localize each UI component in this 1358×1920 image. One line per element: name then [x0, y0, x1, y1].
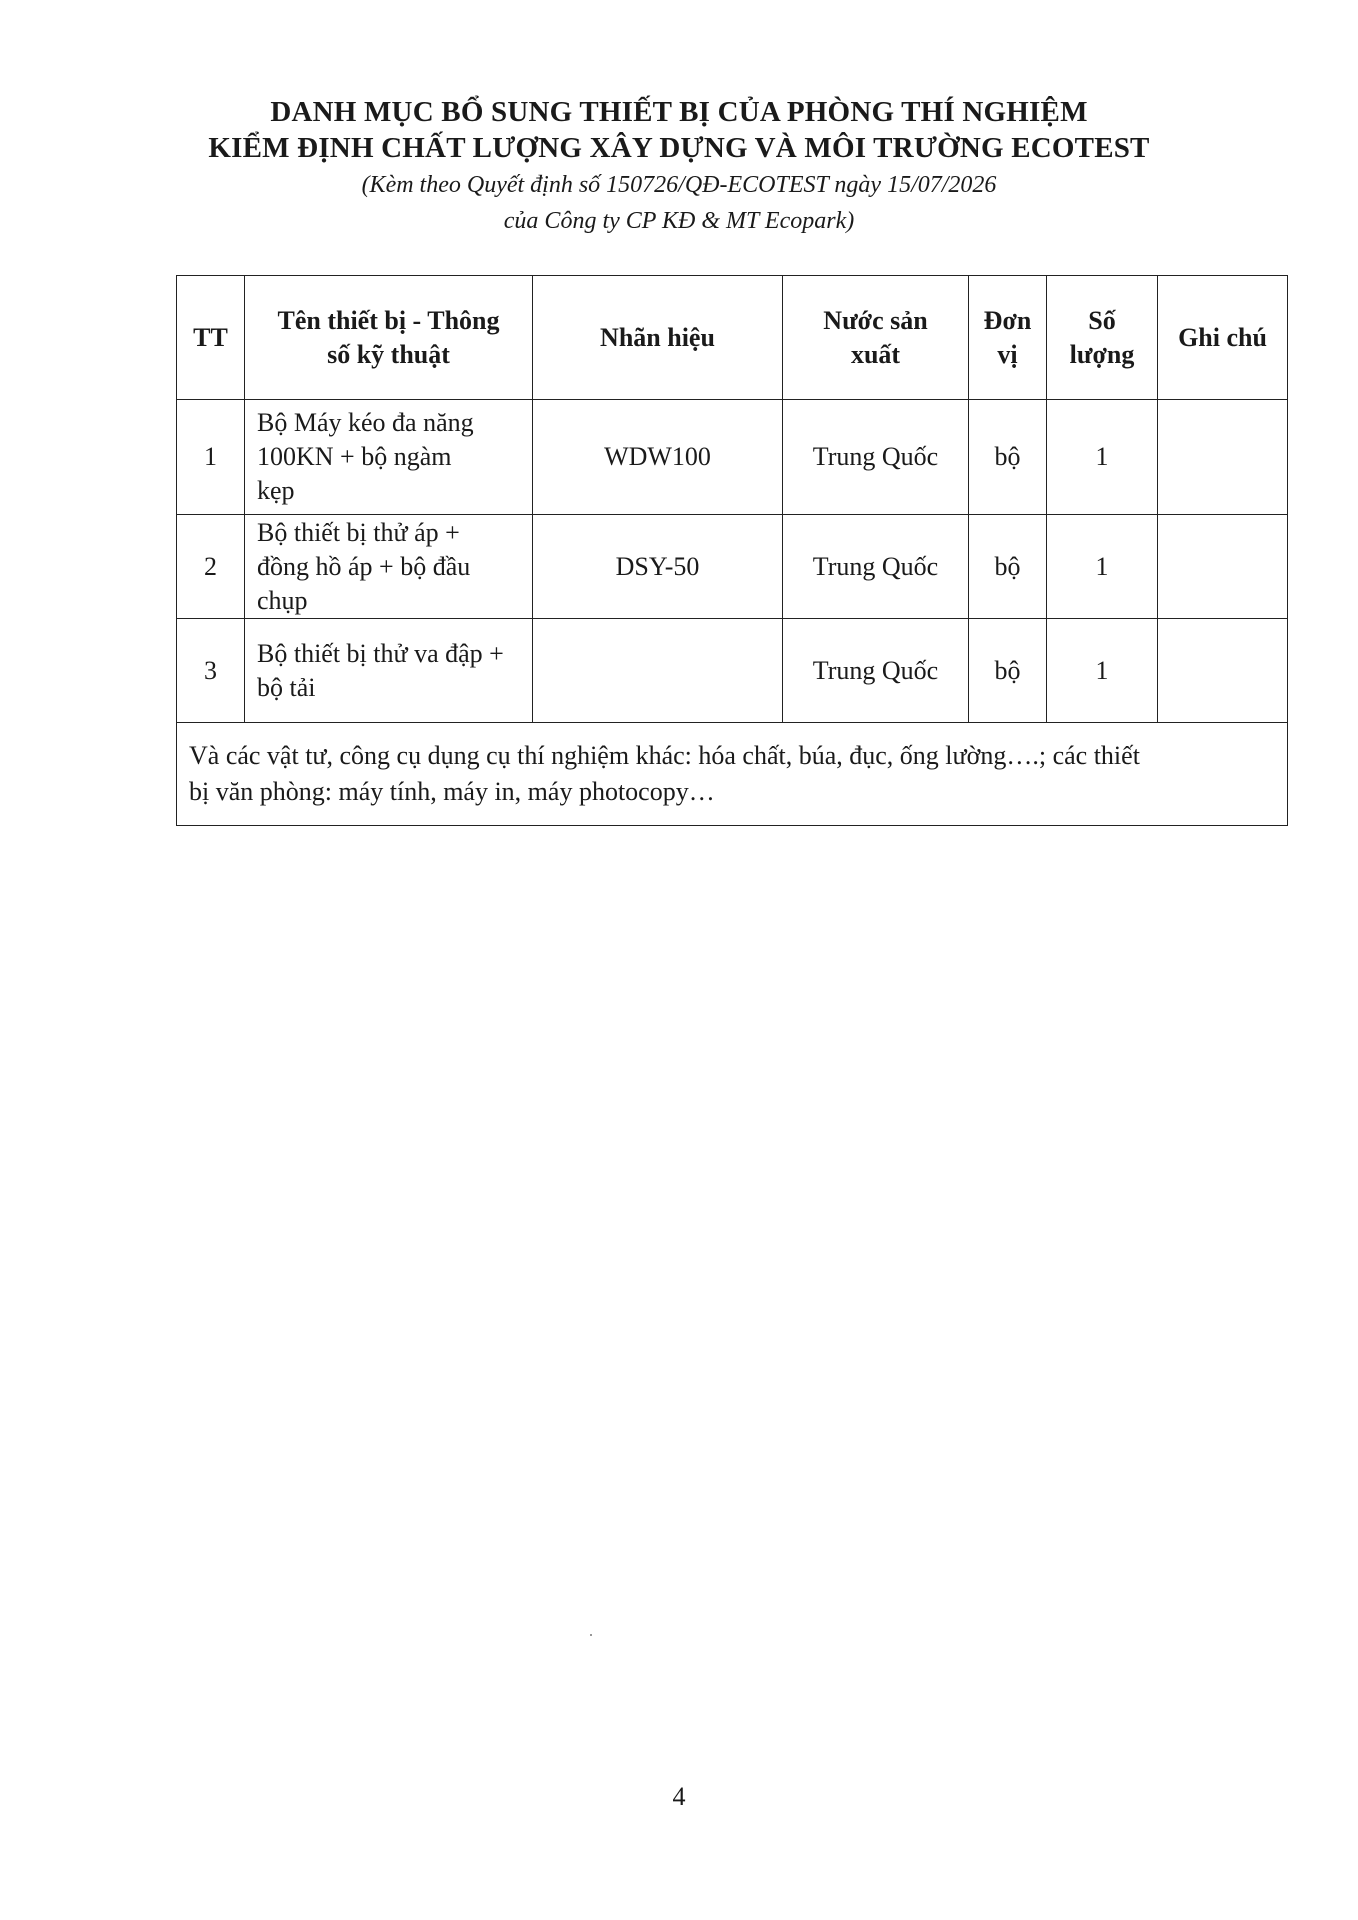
cell-tt: 2 — [177, 515, 245, 619]
header-origin: Nước sản xuất — [783, 276, 969, 400]
page-number: 4 — [672, 1782, 686, 1811]
document-subtitle-line1: (Kèm theo Quyết định số 150726/QĐ-ECOTEST ngày 15/07/2026 — [361, 172, 997, 198]
cell-unit: bộ — [969, 515, 1047, 619]
cell-equipment-name: Bộ thiết bị thử áp + đồng hồ áp + bộ đầu chụp — [245, 515, 533, 619]
header-equipment-name: Tên thiết bị - Thông số kỹ thuật — [245, 276, 533, 400]
header-quantity: Số lượng — [1047, 276, 1158, 400]
footer-note: Và các vật tư, công cụ dụng cụ thí nghiệm khác: hóa chất, búa, đục, ống lường….; các thiết bị văn phòng: máy tính, máy in, máy photocopy… — [177, 723, 1288, 826]
document-title-line2: KIỂM ĐỊNH CHẤT LƯỢNG XÂY DỰNG VÀ MÔI TRƯỜNG ECOTEST — [208, 132, 1150, 164]
table-footer-row — [177, 723, 1288, 826]
cell-quantity: 1 — [1047, 515, 1158, 619]
cell-brand: WDW100 — [533, 400, 783, 515]
cell-brand — [533, 619, 783, 723]
cell-quantity: 1 — [1047, 400, 1158, 515]
table-header-row — [177, 276, 1288, 400]
cell-unit: bộ — [969, 400, 1047, 515]
cell-equipment-name: Bộ Máy kéo đa năng 100KN + bộ ngàm kẹp — [245, 400, 533, 515]
cell-unit: bộ — [969, 619, 1047, 723]
cell-note — [1158, 619, 1288, 723]
table-row — [177, 515, 1288, 619]
cell-brand: DSY-50 — [533, 515, 783, 619]
scan-speck — [590, 1634, 592, 1636]
cell-origin: Trung Quốc — [783, 619, 969, 723]
cell-equipment-name: Bộ thiết bị thử va đập + bộ tải — [245, 619, 533, 723]
table-row — [177, 400, 1288, 515]
cell-origin: Trung Quốc — [783, 400, 969, 515]
header-note: Ghi chú — [1158, 276, 1288, 400]
cell-note — [1158, 515, 1288, 619]
document-subtitle-line2: của Công ty CP KĐ & MT Ecopark) — [503, 208, 855, 234]
cell-quantity: 1 — [1047, 619, 1158, 723]
document-title-line1: DANH MỤC BỔ SUNG THIẾT BỊ CỦA PHÒNG THÍ NGHIỆM — [270, 96, 1088, 128]
cell-tt: 3 — [177, 619, 245, 723]
cell-note — [1158, 400, 1288, 515]
header-tt: TT — [177, 276, 245, 400]
cell-tt: 1 — [177, 400, 245, 515]
equipment-table — [176, 275, 1288, 826]
cell-origin: Trung Quốc — [783, 515, 969, 619]
header-unit: Đơn vị — [969, 276, 1047, 400]
table-row — [177, 619, 1288, 723]
header-brand: Nhãn hiệu — [533, 276, 783, 400]
